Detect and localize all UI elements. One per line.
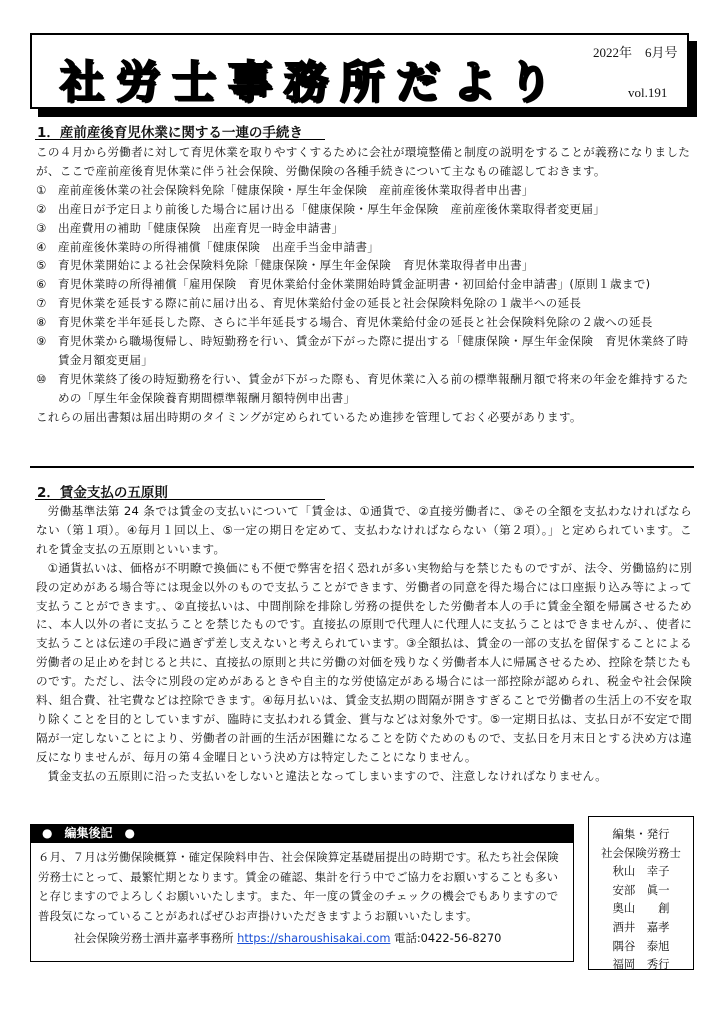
issue-volume: vol.191	[628, 85, 668, 100]
procedure-number: ③	[36, 220, 47, 235]
staff-heading-role: 社会保険労務士	[601, 845, 681, 860]
office-phone: 電話:0422-56-8270	[394, 931, 502, 945]
procedure-item	[36, 256, 692, 275]
procedure-item	[36, 275, 692, 294]
procedure-number: ④	[36, 239, 47, 254]
procedure-number: ②	[36, 201, 47, 216]
office-website-link[interactable]: https://sharoushisakai.com	[237, 931, 391, 945]
section2-body	[36, 502, 692, 786]
staff-names	[588, 862, 694, 974]
procedure-text: 育児休業開始による社会保険料免除「健康保険・厚生年金保険 育児休業取得者申出書」	[58, 258, 534, 273]
staff-name: 奥山 創	[612, 901, 670, 916]
office-contact	[74, 930, 501, 946]
staff-name: 福岡 秀行	[612, 957, 670, 972]
procedure-text: 出産日が予定日より前後した場合に届け出る「健康保険・厚生年金保険 産前産後休業取得者変更届」	[58, 201, 606, 216]
section1-intro: この４月から労働者に対して育児休業を取りやすくするために会社が環境整備と制度の説明をすることが義務になりましたが、ここで産前産後育児休業に伴う社会保険、労働保険の各種手続きについて主なもの確認しておきます。	[36, 145, 691, 178]
procedure-text: 育児休業終了後の時短勤務を行い、賃金が下がった際も、育児休業に入る前の標準報酬月額で将来の年金を維持するための「厚生年金保険養育期間標準報酬月額特例申出書」	[58, 371, 689, 405]
procedure-number: ⑩	[36, 371, 47, 386]
issue-date: 2022年 6月号	[593, 45, 678, 60]
procedure-list	[36, 181, 692, 408]
procedure-text: 産前産後休業時の所得補償「健康保険 出産手当金申請書」	[58, 239, 380, 254]
section2-title: 2．賃金支払の五原則	[37, 485, 168, 501]
procedure-number: ⑥	[36, 277, 47, 292]
procedure-item	[36, 370, 692, 408]
procedure-text: 育児休業を半年延長した際、さらに半年延長する場合、育児休業給付金の延長と社会保険料免除の２歳への延長	[58, 315, 653, 330]
staff-name: 安部 眞一	[612, 882, 670, 897]
newsletter-title: 社労士事務所だより	[60, 57, 564, 108]
procedure-number: ⑨	[36, 334, 47, 349]
procedure-number: ⑤	[36, 258, 47, 273]
section2-underline	[35, 499, 325, 500]
editor-note-heading	[30, 824, 574, 842]
section1-closing: これらの届出書類は届出時期のタイミングが定められているため進捗を管理しておく必要があります。	[36, 409, 582, 424]
procedure-item	[36, 332, 692, 370]
procedure-item	[36, 200, 692, 219]
section1-underline	[35, 139, 325, 140]
staff-name: 隅谷 泰旭	[612, 938, 670, 953]
procedure-item	[36, 238, 692, 257]
editor-note-heading-text: ● 編集後記 ●	[42, 826, 135, 840]
procedure-text: 育児休業から職場復帰し、時短勤務を行い、賃金が下がった際に提出する「健康保険・厚生年金保険 育児休業終了時賃金月額変更届」	[58, 334, 689, 367]
procedure-item	[36, 181, 692, 200]
procedure-text: 産前産後休業の社会保険料免除「健康保険・厚生年金保険 産前産後休業取得者申出書」	[58, 182, 534, 197]
staff-list	[588, 825, 694, 974]
section2-paragraph: 労働基準法第 24 条では賃金の支払いについて「賃金は、①通貨で、②直接労働者に、③その全額を支払わなければならない（第１項）。④毎月１回以上、⑤一定の期日を定めて、支払わなければならない（第２項）。」と定められています。これを賃金支払の五原則といいます。	[36, 504, 692, 556]
procedure-number: ⑧	[36, 315, 47, 330]
staff-heading-publisher: 編集・発行	[612, 827, 670, 841]
procedure-item	[36, 313, 692, 332]
section1-body	[36, 143, 692, 427]
procedure-item	[36, 294, 692, 313]
staff-name: 秋山 幸子	[612, 864, 670, 879]
procedure-number: ①	[36, 182, 47, 197]
procedure-item	[36, 219, 692, 238]
section2-paragraph: ①通貨払いは、価格が不明瞭で換価にも不便で弊害を招く恐れが多い実物給与を禁じたものですが、法令、労働協約に別段の定めがある場合等には現金以外のもので支払うことができます、労働者の同意を得た場合には口座振り込み等によって支払うことができます。、②直接払いは、中間削除を排除し労務の提供をした労働者本人の手に賃金全額を帰属させるために、本人以外の者に支払うことを禁じたものです。直接払の原則で代理人に代理人に支払うことはできませんが、、使者に支払うことは伝達の手段に過ぎず差し支えないと考えられています。③全額払は、賃金の一部の支払を留保することによる労働者の足止めを封じると共に、直接払の原則と共に労働の対価を残りなく労働者本人に帰属させるため、控除を禁じたものです。ただし、法令に別段の定めがあるときや自主的な労使協定がある場合には一部控除が認められ、税金や社会保険料、組合費、社宅費などは控除できます。④毎月払いは、賃金支払期の間隔が開きすぎることで労働者の生活上の不安を取り除くことを目的としていますが、臨時に支払われる賃金、賞与などは対象外です。⑤一定期日払は、支払日が不安定で間隔が一定しないことにより、労働者の計画的生活が困難になることを防ぐためのもので、支払日を月末日とする決め方は違反になりませんが、毎月の第４金曜日という決め方は特定したことになりません。	[36, 560, 692, 764]
section2-paragraph: 賃金支払の五原則に沿った支払いをしないと違法となってしまいますので、注意しなければなりません。	[47, 768, 608, 783]
section1-title: 1．産前産後育児休業に関する一連の手続き	[37, 125, 303, 141]
procedure-text: 育児休業を延長する際に前に届け出る、育児休業給付金の延長と社会保険料免除の１歳半への延長	[58, 296, 582, 311]
section-divider	[30, 466, 694, 468]
procedure-text: 育児休業時の所得補償「雇用保険 育児休業給付金休業開始時賃金証明書・初回給付金申請書」(原則１歳まで)	[58, 277, 651, 292]
editor-note-body: ６月、７月は労働保険概算・確定保険料申告、社会保険算定基礎届提出の時期です。私たち社会保険労務士にとって、最繁忙期となります。賃金の確認、集計を行う中でご協力をお願いすることも多いと存じますのでよろしくお願いいたします。また、年一度の賃金のチェックの機会でもありますので普段気になっていることがあればぜひお声掛けいただきますようお願いいたします。	[38, 850, 559, 923]
procedure-number: ⑦	[36, 296, 47, 311]
staff-name: 酒井 嘉孝	[612, 919, 670, 934]
office-name: 社会保険労務士酒井嘉孝事務所	[74, 931, 234, 945]
procedure-text: 出産費用の補助「健康保険 出産育児一時金申請書」	[58, 220, 344, 235]
